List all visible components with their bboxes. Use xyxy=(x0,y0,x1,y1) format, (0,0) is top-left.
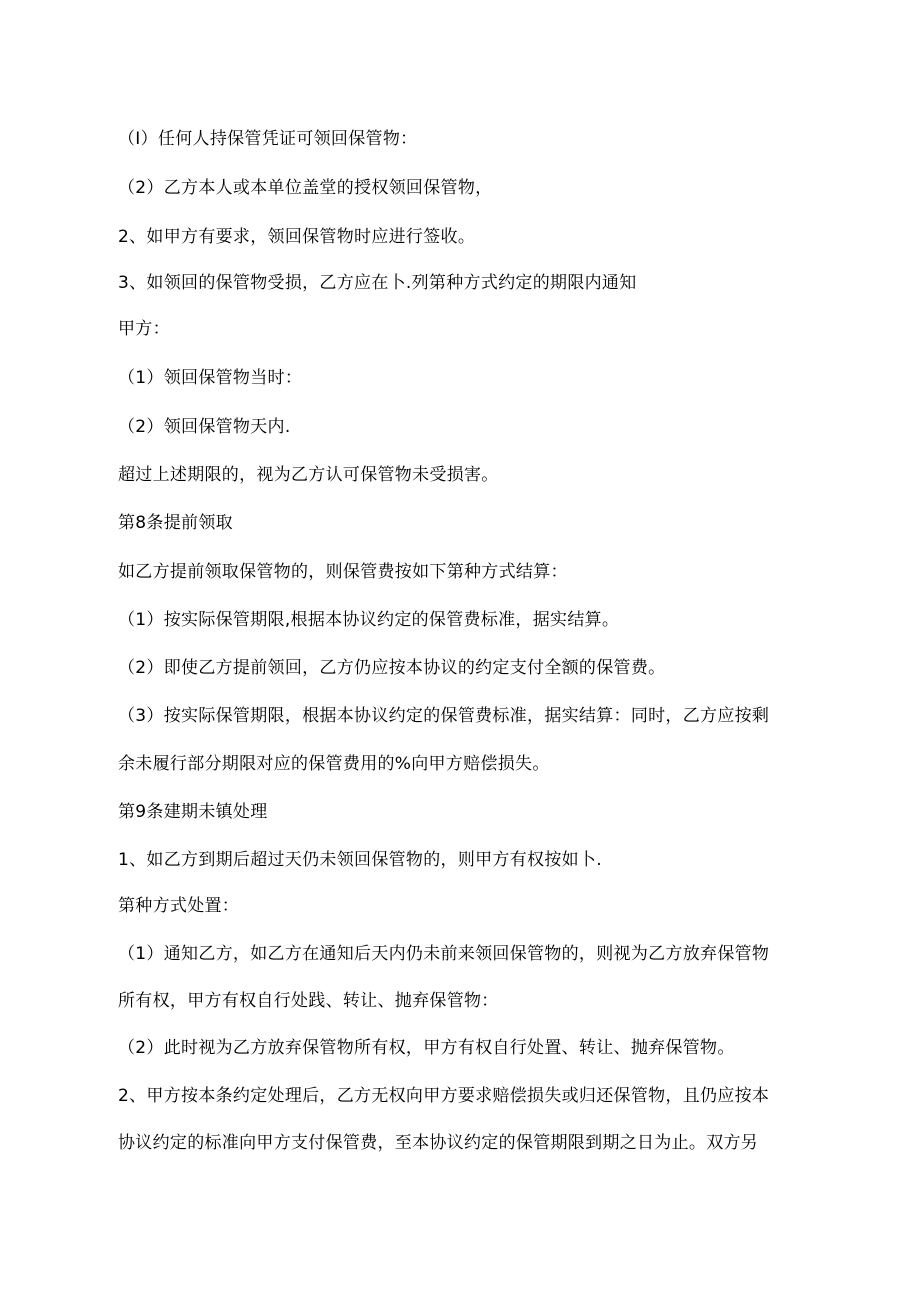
article-8-intro: 如乙方提前领取保管物的，则保管费按如下第种方式结算： xyxy=(118,562,568,582)
clause-7-3-item-2: （2）领回保管物天内. xyxy=(118,417,291,437)
article-8-item-1: （1）按实际保管期限,根据本协议约定的保管费标准，据实结算。 xyxy=(118,610,620,630)
article-9-clause-2: 2、甲方按本条约定处理后，乙方无权向甲方要求赔偿损失或归还保管物，且仍应按本 xyxy=(118,1086,770,1106)
article-9-item-1-continued: 所有权，甲方有权自行处践、转让、抛弃保管物： xyxy=(118,991,499,1011)
article-9-clause-1: 1、如乙方到期后超过天仍未领回保管物的，则甲方有权按如卜. xyxy=(118,850,602,870)
article-9-item-2: （2）此时视为乙方放弃保管物所有权，甲方有权自行处置、转让、抛弃保管物。 xyxy=(118,1038,735,1058)
clause-7-3-note: 超过上述期限的，视为乙方认可保管物未受损害。 xyxy=(118,465,499,485)
article-8-item-3: （3）按实际保管期限，根据本协议约定的保管费标准，据实结算：同时，乙方应按剩 xyxy=(118,706,770,726)
article-8-item-2: （2）即使乙方提前领回，乙方仍应按本协议的约定支付全额的保管费。 xyxy=(118,658,666,678)
article-9-clause-1-continued: 第种方式处置： xyxy=(118,896,240,916)
article-8-heading: 第8条提前领取 xyxy=(118,513,233,533)
article-9-item-1: （1）通知乙方，如乙方在通知后天内仍未前来领回保管物的，则视为乙方放弃保管物 xyxy=(118,944,770,964)
clause-7-3-continued: 甲方： xyxy=(118,319,170,339)
clause-7-3-item-1: （1）领回保管物当时： xyxy=(118,368,303,388)
article-9-heading: 第9条建期未镇处理 xyxy=(118,802,268,822)
clause-7-1-item-1: （I）任何人持保管凭证可领回保管物： xyxy=(118,129,418,149)
clause-7-2: 2、如甲方有要求，领回保管物时应进行签收。 xyxy=(118,227,476,247)
clause-7-1-item-2: （2）乙方本人或本单位盖堂的授权领回保管物， xyxy=(118,178,493,198)
article-9-clause-2-continued: 协议约定的标准向甲方支付保管费，至本协议约定的保管期限到期之日为止。双方另 xyxy=(118,1133,759,1153)
clause-7-3: 3、如领回的保管物受损，乙方应在卜.列第种方式约定的期限内通知 xyxy=(118,273,637,293)
article-8-item-3-continued: 余未履行部分期限对应的保管费用的%向甲方赔偿损失。 xyxy=(118,754,550,774)
